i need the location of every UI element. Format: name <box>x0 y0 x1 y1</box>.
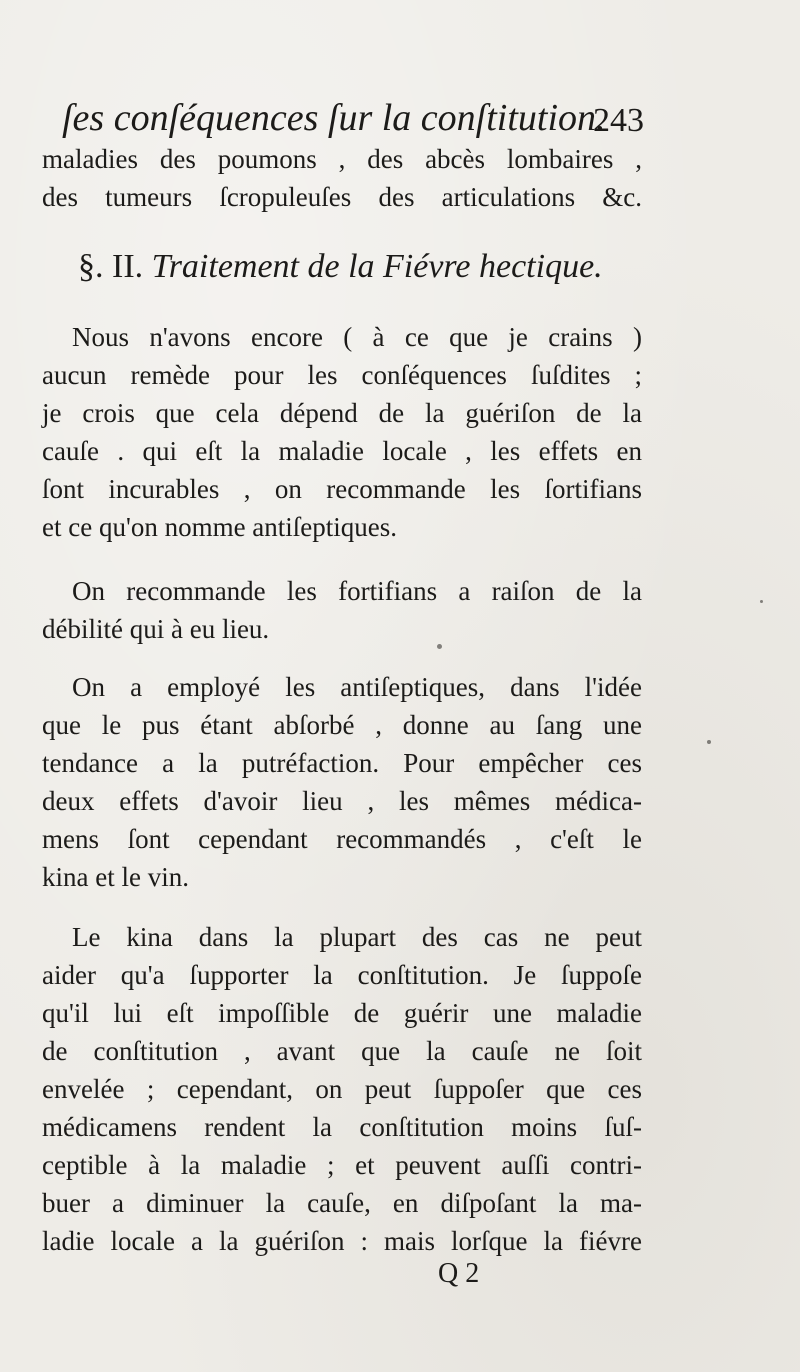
section-title: Traitement de la Fiévre hectique. <box>151 248 603 285</box>
running-head: ſes conſéquences ſur la conſtitution. <box>62 97 606 139</box>
text-line: de conſtitution , avant que la cauſe ne ſoit <box>42 1036 642 1066</box>
text-line: Le kina dans la plupart des cas ne peut <box>72 922 642 952</box>
text-line: aider qu'a ſupporter la conſtitution. Je ſuppoſe <box>42 960 642 990</box>
text-line: débilité qui à eu lieu. <box>42 614 270 644</box>
text-line: kina et le vin. <box>42 862 189 892</box>
section-number: §. II. <box>78 248 144 285</box>
text-line: et ce qu'on nomme antiſeptiques. <box>42 512 398 542</box>
text-line: deux effets d'avoir lieu , les mêmes médica- <box>42 786 642 816</box>
ink-speck <box>437 644 442 649</box>
text-line: envelée ; cependant, on peut ſuppoſer que ces <box>42 1074 642 1104</box>
text-line: ladie locale a la guériſon : mais lorſque la fiévre <box>42 1226 642 1256</box>
signature-mark: Q 2 <box>438 1258 480 1289</box>
text-line: mens ſont cependant recommandés , c'eſt le <box>42 824 642 854</box>
text-line: tendance a la putréfaction. Pour empêcher ces <box>42 748 642 778</box>
text-line: ceptible à la maladie ; et peuvent auſſi contri- <box>42 1150 642 1180</box>
ink-speck <box>707 740 711 744</box>
text-line: je crois que cela dépend de la guériſon de la <box>42 398 642 428</box>
text-line: On recommande les fortifians a raiſon de la <box>72 576 642 606</box>
paragraph-1 <box>42 318 642 546</box>
text-line: maladies des poumons , des abcès lombaires , <box>42 144 642 174</box>
text-line: qu'il lui eſt impoſſible de guérir une maladie <box>42 998 642 1028</box>
paragraph-2 <box>42 572 642 648</box>
text-line: médicamens rendent la conſtitution moins ſuſ- <box>42 1112 642 1142</box>
page-number: 243 <box>593 102 644 139</box>
text-line: des tumeurs ſcropuleuſes des articulations &c. <box>42 182 642 212</box>
section-heading <box>78 244 648 290</box>
paragraph-4 <box>42 918 642 1260</box>
text-line: On a employé les antiſeptiques, dans l'idée <box>72 672 642 702</box>
text-line: buer a diminuer la cauſe, en diſpoſant la ma- <box>42 1188 642 1218</box>
text-line: cauſe . qui eſt la maladie locale , les effets en <box>42 436 642 466</box>
text-line: ſont incurables , on recommande les ſortifians <box>42 474 642 504</box>
text-line: aucun remède pour les conſéquences ſuſdites ; <box>42 360 642 390</box>
paragraph-3 <box>42 668 642 896</box>
text-line: que le pus étant abſorbé , donne au ſang une <box>42 710 642 740</box>
text-line: Nous n'avons encore ( à ce que je crains ) <box>72 322 642 352</box>
carryover-paragraph <box>42 140 642 216</box>
ink-speck <box>760 600 763 603</box>
